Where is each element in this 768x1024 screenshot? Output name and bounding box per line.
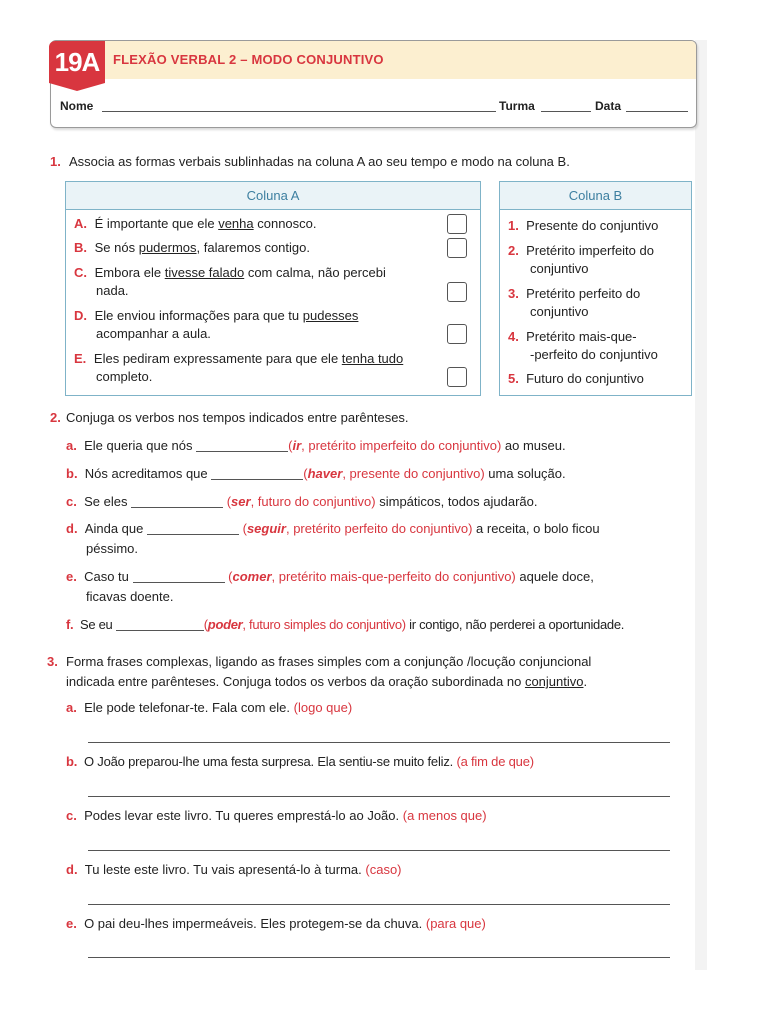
colA-letter: A. bbox=[74, 216, 87, 231]
blank-field[interactable] bbox=[133, 582, 225, 583]
colA-row-a: A. É importante que ele venha connosco. bbox=[74, 216, 317, 231]
q2-number: 2. bbox=[50, 410, 61, 425]
colB-row-3: 3. Pretérito perfeito do bbox=[508, 286, 641, 301]
q3-item-c: c. Podes levar este livro. Tu queres emprestá-lo ao João. (a menos que) bbox=[66, 808, 487, 823]
answer-line-a[interactable] bbox=[88, 742, 670, 743]
turma-label: Turma bbox=[499, 99, 535, 113]
colA-row-c: C. Embora ele tivesse falado com calma, não percebi bbox=[74, 265, 386, 280]
underlined-verb: venha bbox=[218, 216, 254, 231]
column-b-title: Coluna B bbox=[500, 182, 691, 210]
colB-row-5: 5. Futuro do conjuntivo bbox=[508, 371, 644, 386]
page-edge-shadow bbox=[695, 40, 707, 970]
colB-row-2-cont: conjuntivo bbox=[530, 261, 589, 276]
q3-instruction-line1: Forma frases complexas, ligando as frases simples com a conjunção /locução conjuncional bbox=[66, 654, 592, 669]
nome-field[interactable] bbox=[102, 111, 496, 112]
colB-row-3-cont: conjuntivo bbox=[530, 304, 589, 319]
blank-field[interactable] bbox=[196, 451, 288, 452]
blank-field[interactable] bbox=[131, 507, 223, 508]
turma-field[interactable] bbox=[541, 111, 591, 112]
colA-row-d: D. Ele enviou informações para que tu pudesses bbox=[74, 308, 359, 323]
data-label: Data bbox=[595, 99, 622, 113]
answer-checkbox-b[interactable] bbox=[447, 238, 467, 258]
q2-instruction: Conjuga os verbos nos tempos indicados entre parênteses. bbox=[66, 410, 409, 425]
underlined-verb: tivesse falado bbox=[164, 265, 245, 280]
answer-line-c[interactable] bbox=[88, 850, 670, 851]
answer-checkbox-d[interactable] bbox=[447, 324, 467, 344]
q2-item-e-cont: ficavas doente. bbox=[86, 589, 174, 604]
q3-instruction-line2: indicada entre parênteses. Conjuga todos os verbos da oração subordinada no conjuntivo. bbox=[66, 674, 588, 689]
answer-line-d[interactable] bbox=[88, 904, 670, 905]
colB-row-2: 2. Pretérito imperfeito do bbox=[508, 243, 654, 258]
colB-row-4: 4. Pretérito mais-que- bbox=[508, 329, 637, 344]
answer-checkbox-c[interactable] bbox=[447, 282, 467, 302]
data-field[interactable] bbox=[626, 111, 688, 112]
q1-number: 1. bbox=[50, 154, 61, 169]
colB-row-4-cont: -perfeito do conjuntivo bbox=[530, 347, 658, 362]
answer-checkbox-e[interactable] bbox=[447, 367, 467, 387]
q3-item-e: e. O pai deu-lhes impermeáveis. Eles protegem-se da chuva. (para que) bbox=[66, 916, 486, 931]
answer-checkbox-a[interactable] bbox=[447, 214, 467, 234]
column-a-title: Coluna A bbox=[66, 182, 480, 210]
worksheet-title: FLEXÃO VERBAL 2 – MODO CONJUNTIVO bbox=[113, 52, 384, 67]
blank-field[interactable] bbox=[147, 534, 239, 535]
q2-item-d-cont: péssimo. bbox=[86, 541, 139, 556]
colA-row-e: E. Eles pediram expressamente para que ele tenha tudo bbox=[74, 351, 404, 366]
answer-line-e[interactable] bbox=[88, 957, 670, 958]
q2-item-b: b. Nós acreditamos que (haver, presente do conjuntivo) uma solução. bbox=[66, 466, 566, 481]
q2-item-d: d. Ainda que (seguir, pretérito perfeito do conjuntivo) a receita, o bolo ficou bbox=[66, 521, 600, 536]
colA-row-d-cont: acompanhar a aula. bbox=[96, 326, 211, 341]
underlined-verb: pudesses bbox=[302, 308, 359, 323]
blank-field[interactable] bbox=[116, 630, 204, 631]
q3-item-d: d. Tu leste este livro. Tu vais apresentá-lo à turma. (caso) bbox=[66, 862, 402, 877]
colA-row-c-cont: nada. bbox=[96, 283, 129, 298]
q2-item-a: a. Ele queria que nós (ir, pretérito imperfeito do conjuntivo) ao museu. bbox=[66, 438, 566, 453]
answer-line-b[interactable] bbox=[88, 796, 670, 797]
colA-row-b: B. Se nós pudermos, falaremos contigo. bbox=[74, 240, 310, 255]
blank-field[interactable] bbox=[211, 479, 303, 480]
underlined-verb: tenha tudo bbox=[341, 351, 404, 366]
q3-item-a: a. Ele pode telefonar-te. Fala com ele. (logo que) bbox=[66, 700, 353, 715]
q3-number: 3. bbox=[47, 654, 58, 669]
badge-tail-shape bbox=[49, 83, 105, 91]
worksheet-badge: 19A bbox=[49, 41, 105, 83]
nome-label: Nome bbox=[60, 99, 94, 113]
q2-item-f: f. Se eu (poder, futuro simples do conjuntivo) ir contigo, não perderei a oportunidade. bbox=[66, 617, 625, 632]
q1-instruction: Associa as formas verbais sublinhadas na coluna A ao seu tempo e modo na coluna B. bbox=[69, 154, 570, 169]
colA-row-e-cont: completo. bbox=[96, 369, 153, 384]
q2-item-c: c. Se eles (ser, futuro do conjuntivo) simpáticos, todos ajudarão. bbox=[66, 494, 538, 509]
underlined-verb: pudermos bbox=[138, 240, 197, 255]
colB-row-1: 1. Presente do conjuntivo bbox=[508, 218, 659, 233]
q2-item-e: e. Caso tu (comer, pretérito mais-que-perfeito do conjuntivo) aquele doce, bbox=[66, 569, 594, 584]
q3-item-b: b. O João preparou-lhe uma festa surpresa. Ela sentiu-se muito feliz. (a fim de que) bbox=[66, 754, 534, 769]
